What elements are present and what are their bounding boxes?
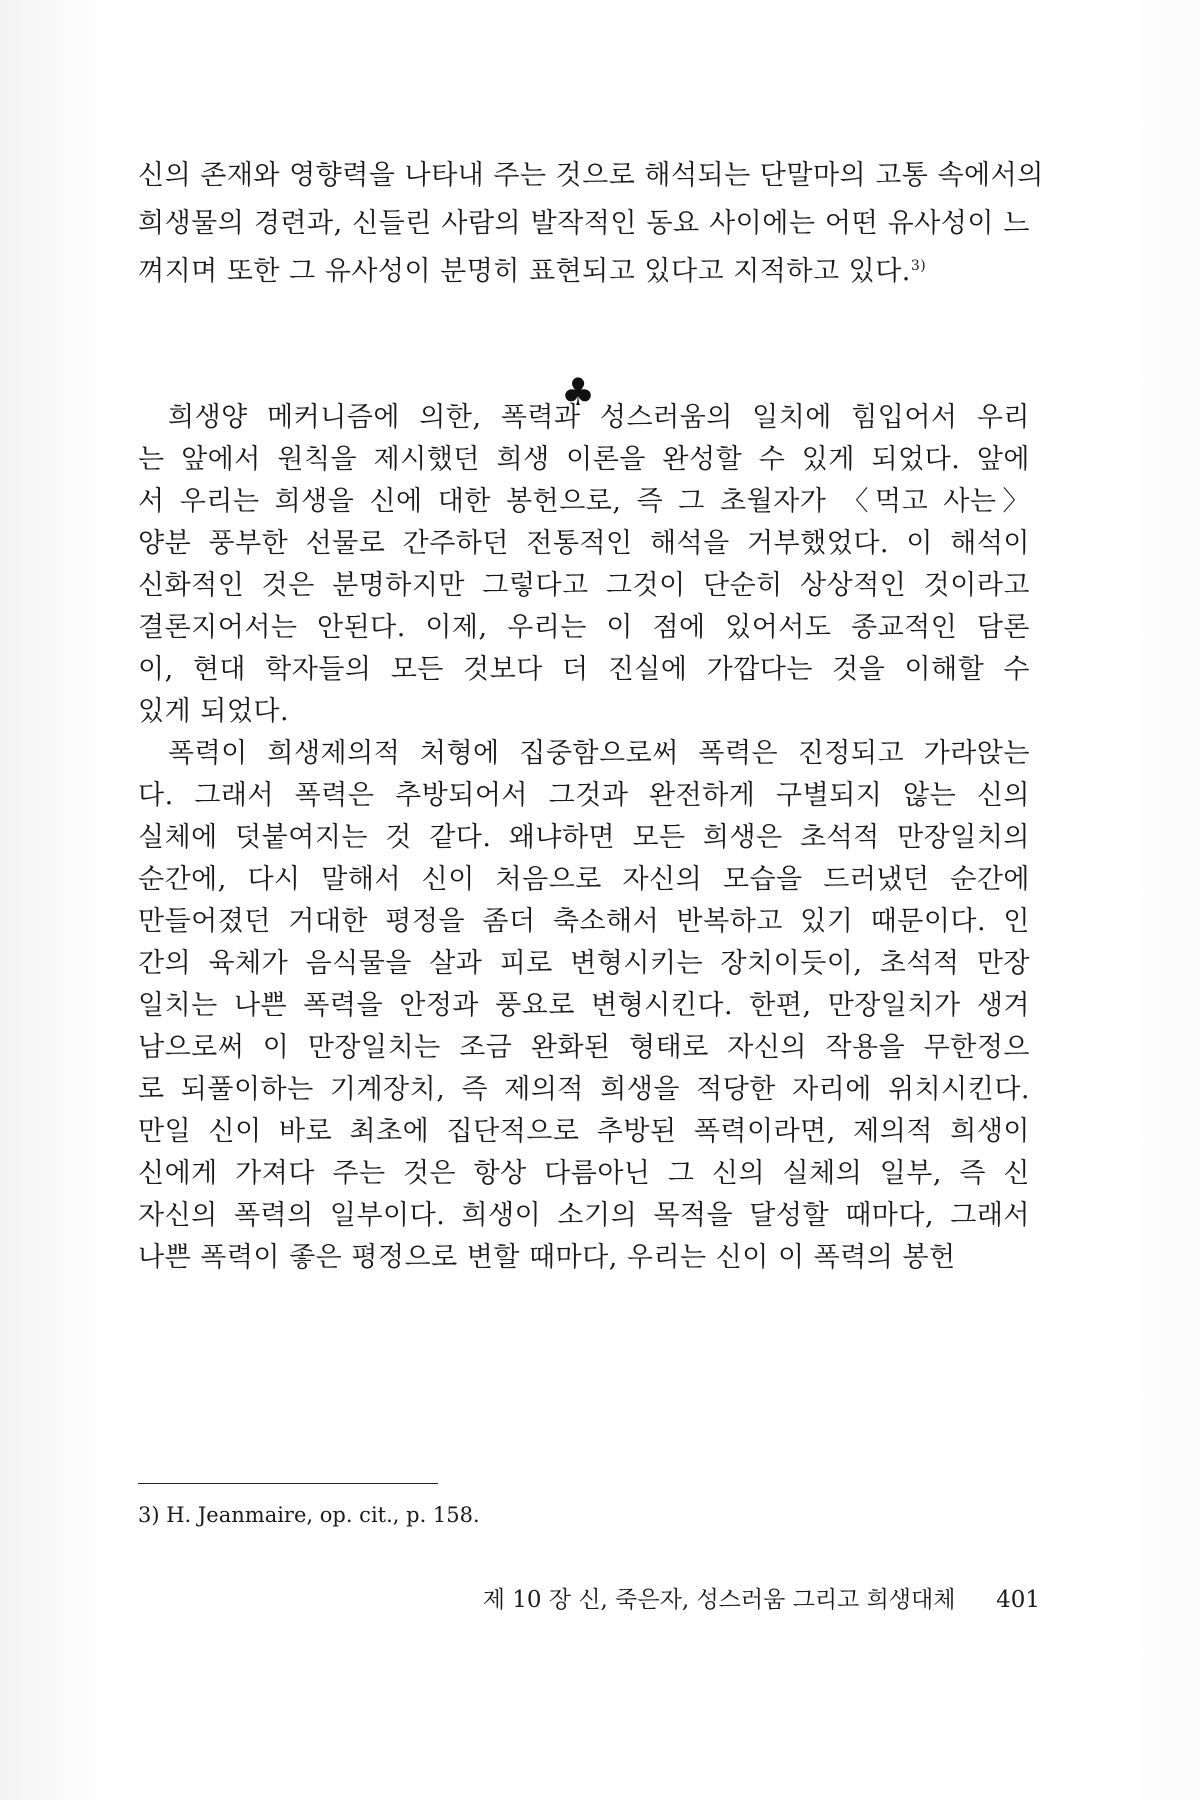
- text-line: [138, 152, 1044, 200]
- text-line: [138, 520, 1030, 568]
- line-text: 자신의 폭력의 일부이다. 희생이 소기의 목적을 달성할 때마다, 그래서: [138, 1200, 1030, 1231]
- line-text: 일치는 나쁜 폭력을 안정과 풍요로 변형시킨다. 한편, 만장일치가 생겨: [138, 990, 1030, 1021]
- text-line: [138, 856, 1030, 904]
- line-text: 실체에 덧붙여지는 것 같다. 왜냐하면 모든 희생은 초석적 만장일치의: [138, 822, 1030, 853]
- line-text: 는 앞에서 원칙을 제시했던 희생 이론을 완성할 수 있게 되었다. 앞에: [138, 444, 1030, 475]
- line-text: 순간에, 다시 말해서 신이 처음으로 자신의 모습을 드러냈던 순간에: [138, 864, 1030, 895]
- text-line: [138, 478, 1030, 526]
- text-line: [138, 200, 1030, 248]
- text-line: [138, 898, 1030, 946]
- text-line: [138, 688, 1030, 736]
- page-number: 401: [996, 1587, 1040, 1613]
- line-text: 있게 되었다.: [138, 696, 290, 727]
- line-text: 만들어졌던 거대한 평정을 좀더 축소해서 반복하고 있기 때문이다. 인: [138, 906, 1030, 937]
- text-line: [138, 814, 1030, 862]
- text-line: [138, 772, 1030, 820]
- text-line: [138, 1024, 1030, 1072]
- text-line: [138, 1192, 1030, 1240]
- line-text: 이, 현대 학자들의 모든 것보다 더 진실에 가깝다는 것을 이해할 수: [138, 654, 1030, 685]
- text-line: [138, 248, 1030, 296]
- text-line: [138, 1066, 1030, 1114]
- text-line: [138, 1108, 1030, 1156]
- line-text: 양분 풍부한 선물로 간주하던 전통적인 해석을 거부했었다. 이 해석이: [138, 528, 1030, 559]
- line-text: 간의 육체가 음식물을 살과 피로 변형시키는 장치이듯이, 초석적 만장: [138, 948, 1030, 979]
- running-footer: [420, 1582, 1040, 1618]
- line-text: 희생물의 경련과, 신들린 사람의 발작적인 동요 사이에는 어떤 유사성이 느: [138, 208, 1030, 239]
- line-text: 서 우리는 희생을 신에 대한 봉헌으로, 즉 그 초월자가 〈먹고 사는〉: [138, 486, 1030, 517]
- club-ornament-icon: ♣: [560, 370, 596, 414]
- text-line: [138, 940, 1030, 988]
- footnote-divider: [138, 1483, 438, 1484]
- footnote-text: 3) H. Jeanmaire, op. cit., p. 158.: [138, 1503, 480, 1527]
- line-text: 나쁜 폭력이 좋은 평정으로 변할 때마다, 우리는 신이 이 폭력의 봉헌: [138, 1242, 956, 1273]
- text-line: [138, 730, 1030, 778]
- text-line: [138, 562, 1030, 610]
- line-text: 신화적인 것은 분명하지만 그렇다고 그것이 단순히 상상적인 것이라고: [138, 570, 1030, 601]
- text-line: [138, 1234, 1030, 1282]
- text-line: [138, 982, 1030, 1030]
- line-text: 만일 신이 바로 최초에 집단적으로 추방된 폭력이라면, 제의적 희생이: [138, 1116, 1030, 1147]
- text-line: [138, 604, 1030, 652]
- text-line: [138, 1150, 1030, 1198]
- line-text: 폭력이 희생제의적 처형에 집중함으로써 폭력은 진정되고 가라앉는: [168, 738, 1030, 769]
- text-line: [138, 436, 1030, 484]
- line-text: 껴지며 또한 그 유사성이 분명히 표현되고 있다고 지적하고 있다.: [138, 256, 911, 287]
- line-text: 결론지어서는 안된다. 이제, 우리는 이 점에 있어서도 종교적인 담론: [138, 612, 1030, 643]
- line-text: 남으로써 이 만장일치는 조금 완화된 형태로 자신의 작용을 무한정으: [138, 1032, 1030, 1063]
- line-text: 신에게 가져다 주는 것은 항상 다름아닌 그 신의 실체의 일부, 즉 신: [138, 1158, 1030, 1189]
- text-line: [138, 646, 1030, 694]
- line-text: 희생양 메커니즘에 의한, 폭력과 성스러움의 일치에 힘입어서 우리: [168, 402, 1030, 433]
- text-line: [138, 394, 1030, 442]
- line-text: 다. 그래서 폭력은 추방되어서 그것과 완전하게 구별되지 않는 신의: [138, 780, 1030, 811]
- line-text: 로 되풀이하는 기계장치, 즉 제의적 희생을 적당한 자리에 위치시킨다.: [138, 1074, 1030, 1105]
- line-text: 신의 존재와 영향력을 나타내 주는 것으로 해석되는 단말마의 고통 속에서의: [138, 160, 1044, 191]
- footnote-reference[interactable]: 3): [910, 258, 927, 274]
- chapter-title: 제 10 장 신, 죽은자, 성스러움 그리고 희생대체: [482, 1587, 956, 1613]
